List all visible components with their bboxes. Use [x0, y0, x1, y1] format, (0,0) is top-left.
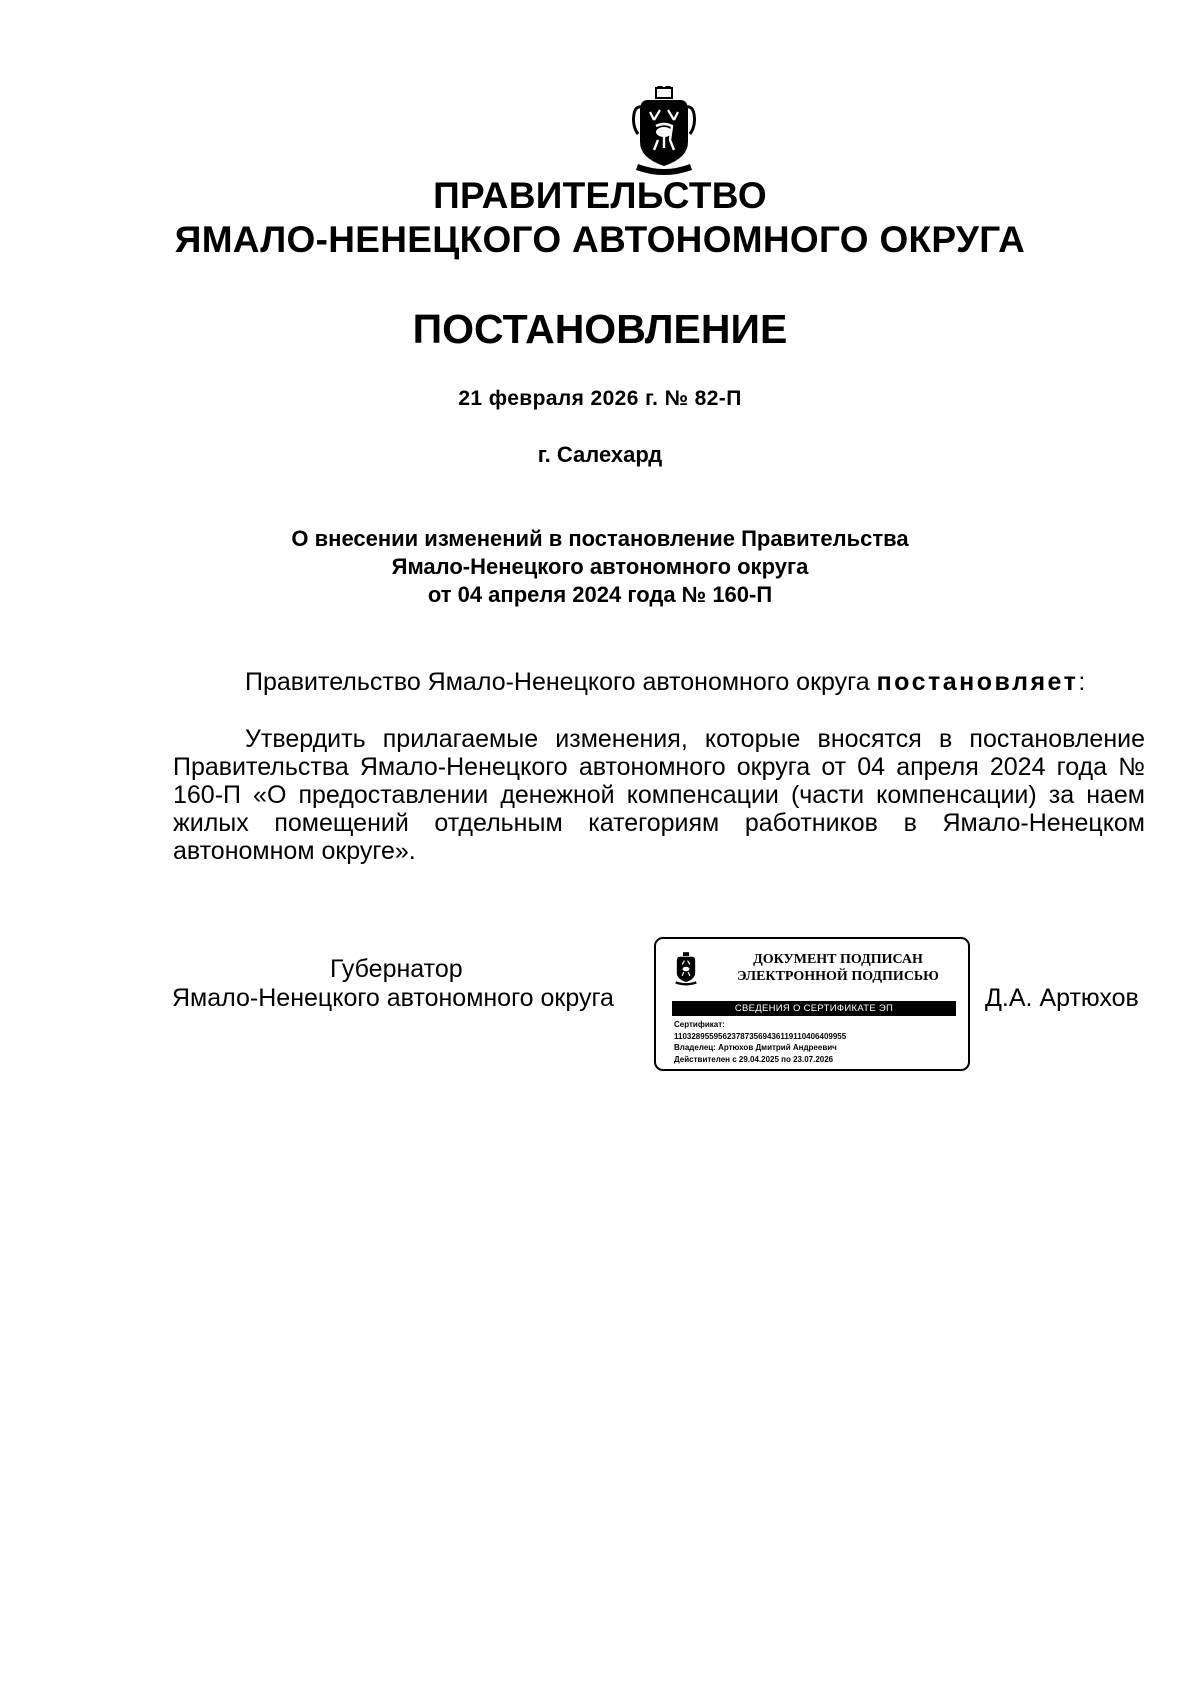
- electronic-signature-stamp: [654, 937, 970, 1071]
- preamble-emphasis: постановляет: [876, 668, 1079, 696]
- preamble-text: Правительство Ямало-Ненецкого автономного округа: [245, 668, 877, 696]
- stamp-title-line2: ЭЛЕКТРОННОЙ ПОДПИСЬЮ: [737, 969, 939, 984]
- preamble-colon: :: [1078, 668, 1086, 696]
- stamp-certificate-header: СВЕДЕНИЯ О СЕРТИФИКАТЕ ЭП: [672, 1001, 956, 1016]
- document-subject: [0, 525, 1200, 609]
- stamp-title-line1: ДОКУМЕНТ ПОДПИСАН: [753, 952, 923, 967]
- government-title: [0, 174, 1200, 262]
- stamp-cert-number: 11032895595623787356943611911040640995​5: [674, 1031, 847, 1041]
- document-date-number: 21 февраля 2026 г. № 82-П: [458, 387, 742, 410]
- signatory-position-line1: Губернатор: [330, 955, 463, 983]
- resolution-paragraph: Утвердить прилагаемые изменения, которые вносятся в постановление Правительства Ямало-Ненецкого автономного округа от 04 апреля 2024 года № 160-П «О предоставлении денежной компенсации (части компенсации) за наем жилых помещений отдельным категориям работников в Ямало-Ненецком автономном округе».: [173, 725, 1145, 865]
- stamp-owner: Владелец: Артюхов Дмитрий Андреевич: [674, 1043, 837, 1052]
- subject-line1: О внесении изменений в постановление Правительства: [291, 526, 909, 551]
- resolution-preamble: [173, 668, 1145, 696]
- subject-line2: Ямало-Ненецкого автономного округа: [391, 554, 809, 579]
- document-type-title: ПОСТАНОВЛЕНИЕ: [412, 306, 788, 352]
- stamp-validity: Действителен с 29.04.2025 по 23.07.2026: [674, 1054, 834, 1064]
- signatory-position: [172, 955, 642, 1013]
- coat-of-arms-icon: [630, 86, 698, 178]
- signatory-name: Д.А. Артюхов: [985, 984, 1139, 1012]
- government-title-line1: ПРАВИТЕЛЬСТВО: [433, 175, 767, 216]
- subject-line3: от 04 апреля 2024 года № 160-П: [427, 582, 773, 607]
- stamp-coat-of-arms-icon: [673, 949, 699, 989]
- stamp-title: [718, 951, 958, 985]
- stamp-cert-label: Сертификат:: [674, 1020, 725, 1029]
- document-city: г. Салехард: [537, 442, 663, 467]
- stamp-certificate-info: [674, 1019, 964, 1065]
- signatory-position-line2: Ямало-Ненецкого автономного округа: [172, 984, 614, 1012]
- government-title-line2: ЯМАЛО-НЕНЕЦКОГО АВТОНОМНОГО ОКРУГА: [174, 219, 1026, 260]
